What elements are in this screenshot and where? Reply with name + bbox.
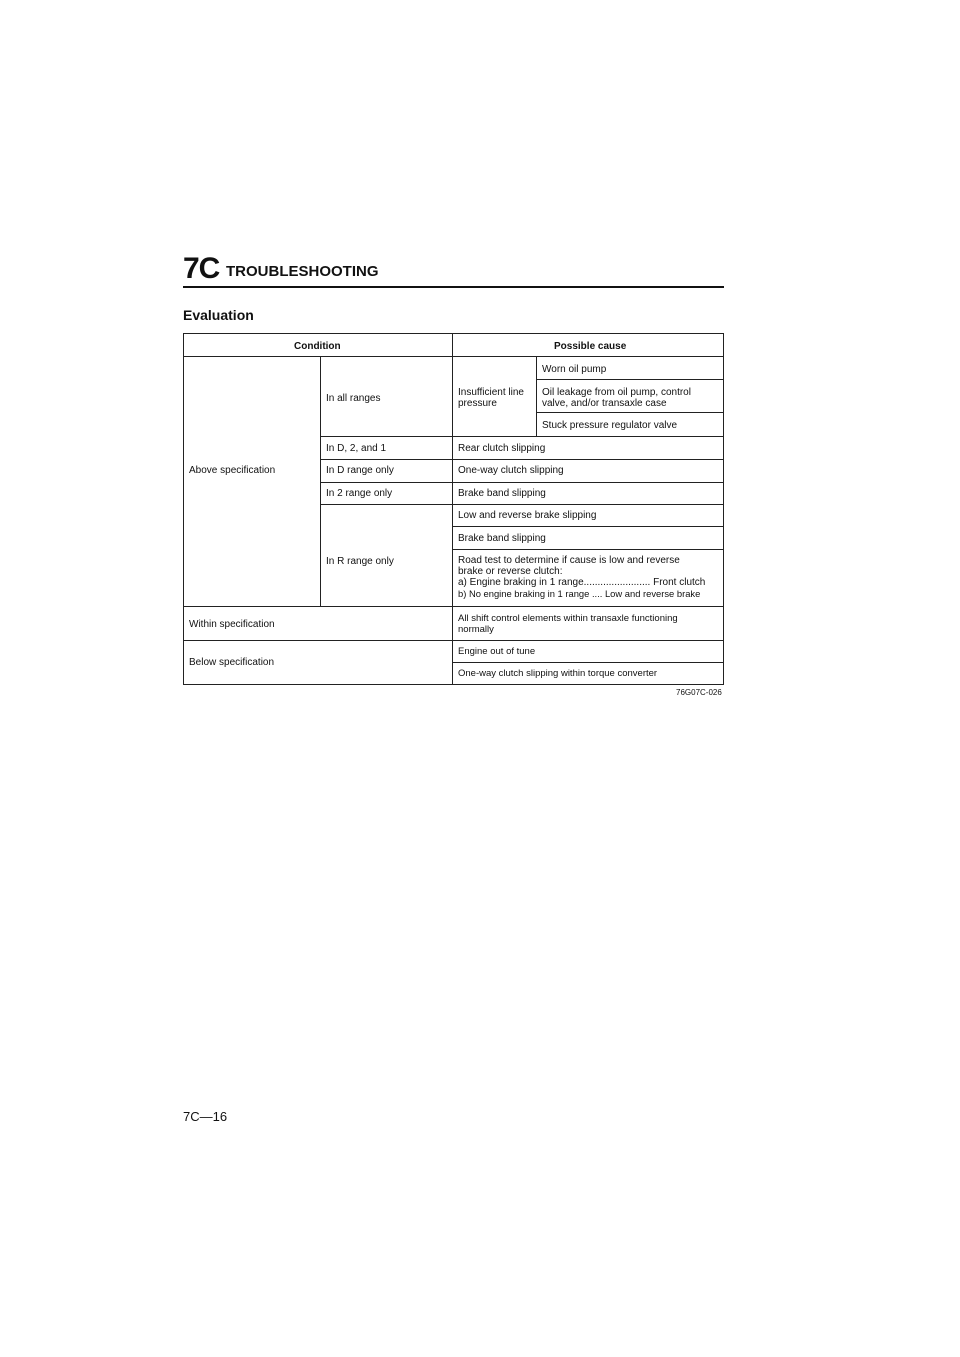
header-possible-cause: Possible cause: [554, 341, 627, 352]
divider: [536, 356, 537, 436]
range-all: In all ranges: [326, 393, 381, 404]
road-test-line-4: b) No engine braking in 1 range .... Low and reverse brake: [458, 588, 701, 599]
cause-oil-leak-2: valve, and/or transaxle case: [542, 398, 667, 409]
condition-below-spec: Below specification: [189, 657, 275, 668]
condition-within-spec: Within specification: [189, 619, 275, 630]
divider: [452, 526, 723, 527]
divider: [184, 606, 723, 607]
cause-one-way-clutch: One-way clutch slipping: [458, 465, 564, 476]
range-d-only: In D range only: [326, 465, 394, 476]
range-r-only: In R range only: [326, 556, 394, 567]
cause-all-elements-1: All shift control elements within transaxle functioning: [458, 613, 678, 624]
divider: [320, 356, 321, 606]
range-2-only: In 2 range only: [326, 488, 393, 499]
header-rule: [183, 286, 724, 288]
divider: [320, 482, 723, 483]
cause-rear-clutch: Rear clutch slipping: [458, 443, 546, 454]
divider: [536, 379, 723, 380]
evaluation-table: [183, 333, 724, 685]
cause-low-reverse-brake: Low and reverse brake slipping: [458, 510, 597, 521]
divider: [536, 412, 723, 413]
cause-all-elements-2: normally: [458, 624, 494, 635]
road-test-line-2: brake or reverse clutch:: [458, 566, 563, 577]
road-test-line-1: Road test to determine if cause is low and reverse: [458, 555, 680, 566]
cause-brake-band: Brake band slipping: [458, 488, 546, 499]
road-test-line-3: a) Engine braking in 1 range........................ Front clutch: [458, 577, 706, 588]
divider: [452, 334, 453, 684]
divider: [452, 549, 723, 550]
cause-brake-band-r: Brake band slipping: [458, 533, 546, 544]
divider: [320, 436, 723, 437]
section-title: TROUBLESHOOTING: [226, 263, 379, 280]
cause-oil-leak-1: Oil leakage from oil pump, control: [542, 387, 691, 398]
divider: [320, 504, 723, 505]
divider: [320, 459, 723, 460]
group-line-pressure-1: Insufficient line: [458, 387, 524, 398]
range-d21: In D, 2, and 1: [326, 443, 387, 454]
condition-above-spec: Above specification: [189, 465, 276, 476]
divider: [184, 640, 723, 641]
divider: [452, 662, 723, 663]
divider: [184, 356, 723, 357]
figure-code: 76G07C-026: [676, 688, 722, 697]
cause-engine-tune: Engine out of tune: [458, 646, 536, 657]
section-subtitle: Evaluation: [183, 307, 254, 323]
cause-worn-pump: Worn oil pump: [542, 364, 607, 375]
cause-torque-converter: One-way clutch slipping within torque converter: [458, 668, 658, 679]
section-number: 7C: [183, 252, 220, 285]
page-number: 7C—16: [183, 1109, 228, 1124]
header-condition: Condition: [294, 341, 341, 352]
group-line-pressure-2: pressure: [458, 398, 497, 409]
page-header: [183, 252, 724, 290]
cause-stuck-valve: Stuck pressure regulator valve: [542, 420, 678, 431]
